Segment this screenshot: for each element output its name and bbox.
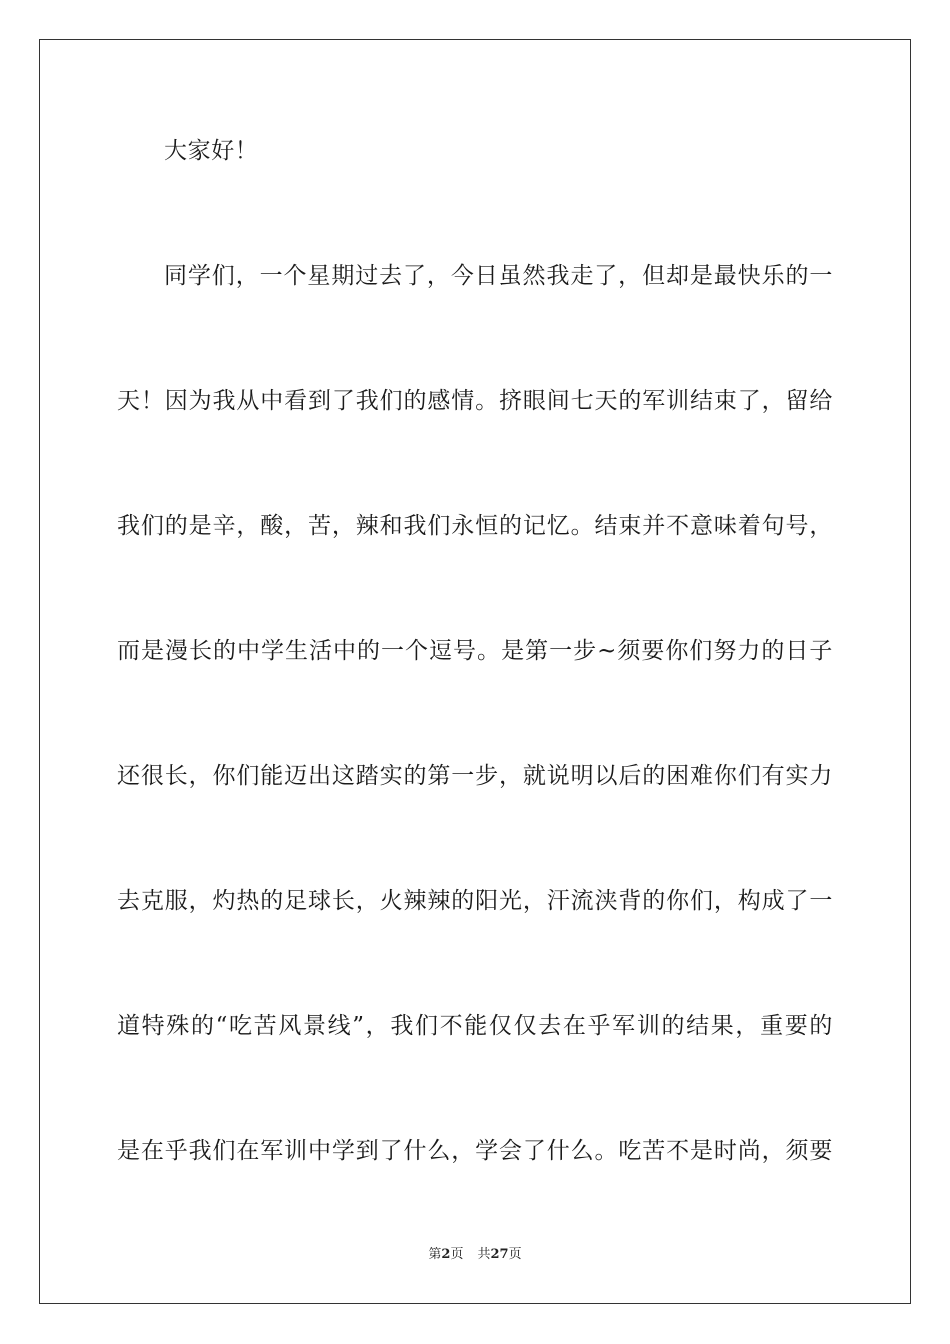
page-footer [0, 1246, 950, 1264]
page-suffix: 页 [450, 1247, 464, 1262]
total-prefix: 共 [477, 1247, 491, 1262]
page-border [39, 39, 911, 1304]
body-line-3: 我们的是辛，酸，苦，辣和我们永恒的记忆。结束并不意味着句号， [117, 513, 833, 539]
body-line-5: 还很长，你们能迈出这踏实的第一步，就说明以后的困难你们有实力 [117, 763, 833, 789]
total-pages: 27 [490, 1247, 509, 1262]
body-line-1: 同学们，一个星期过去了，今日虽然我走了，但却是最快乐的一 [164, 263, 833, 289]
body-line-8: 是在乎我们在军训中学到了什么，学会了什么。吃苦不是时尚，须要 [117, 1138, 833, 1164]
body-line-4: 而是漫长的中学生活中的一个逗号。是第一步~须要你们努力的日子 [117, 638, 833, 664]
page-prefix: 第 [428, 1247, 442, 1262]
body-line-2: 天！因为我从中看到了我们的感情。挤眼间七天的军训结束了，留给 [117, 388, 833, 414]
body-line-7: 道特殊的“吃苦风景线”，我们不能仅仅去在乎军训的结果，重要的 [117, 1013, 833, 1039]
total-suffix: 页 [508, 1247, 522, 1262]
greeting-line: 大家好！ [164, 138, 259, 164]
body-line-6: 去克服，灼热的足球长，火辣辣的阳光，汗流浃背的你们，构成了一 [117, 888, 833, 914]
page-number: 2 [441, 1247, 451, 1262]
